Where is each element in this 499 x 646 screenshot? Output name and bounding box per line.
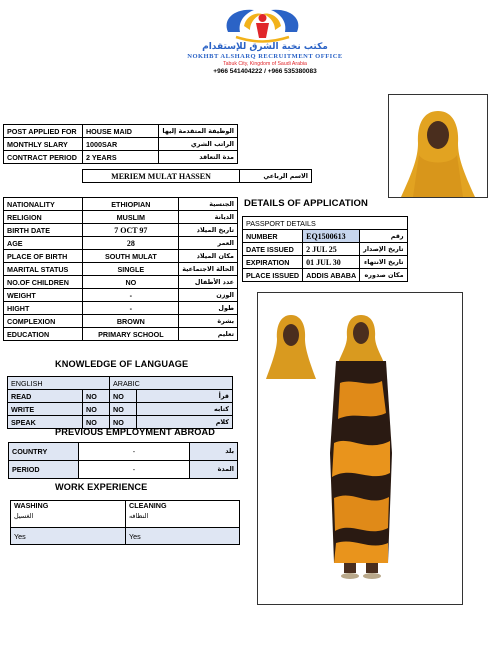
- period-label: PERIOD: [9, 461, 79, 479]
- post-applied-arabic: الوظيفة المتقدمة إليها: [159, 125, 238, 138]
- education-value: PRIMARY SCHOOL: [83, 328, 179, 341]
- contract-arabic: مدة التعاقد: [159, 151, 238, 164]
- religion-arabic: الديانة: [179, 211, 238, 224]
- birth-date-arabic: تاريخ الميلاد: [179, 224, 238, 237]
- work-heading: WORK EXPERIENCE: [55, 482, 148, 492]
- applicant-full-body-photo: [257, 292, 463, 605]
- table-row: [243, 256, 408, 269]
- speak-english-value: NO: [83, 416, 110, 429]
- arabic-column-header: ARABIC: [110, 377, 233, 390]
- table-row: [11, 501, 240, 528]
- applicant-portrait-photo: [388, 94, 488, 198]
- contract-label: CONTRACT PERIOD: [4, 151, 83, 164]
- washing-value: Yes: [11, 528, 126, 545]
- cleaning-label: CLEANING: [129, 501, 167, 510]
- height-value: -: [83, 302, 179, 315]
- table-row: [11, 528, 240, 545]
- employment-table: [8, 442, 238, 479]
- table-row: [4, 302, 238, 315]
- marital-status-label: MARITAL STATUS: [4, 263, 83, 276]
- table-row: [4, 263, 238, 276]
- write-arabic-value: NO: [110, 403, 137, 416]
- country-arabic: بلد: [190, 443, 238, 461]
- children-label: NO.OF CHILDREN: [4, 276, 83, 289]
- table-row: [4, 198, 238, 211]
- table-row: [4, 125, 238, 138]
- place-issued-value: ADDIS ABABA: [303, 269, 360, 282]
- weight-arabic: الوزن: [179, 289, 238, 302]
- table-row: [9, 461, 238, 479]
- name-table: [82, 169, 312, 183]
- height-label: HIGHT: [4, 302, 83, 315]
- employment-heading: PREVIOUS EMPLOYMENT ABROAD: [55, 427, 215, 437]
- table-row: [9, 443, 238, 461]
- salary-label: MONTHLY SLARY: [4, 138, 83, 151]
- expiration-value: 01 JUL 30: [303, 256, 360, 269]
- salary-value: 1000SAR: [82, 138, 158, 151]
- date-issued-label: DATE ISSUED: [243, 243, 303, 256]
- personal-details-table: [3, 197, 238, 341]
- country-value: -: [79, 443, 190, 461]
- full-name-arabic: الاسم الرباعي: [240, 170, 312, 183]
- language-table: [7, 376, 233, 429]
- children-arabic: عدد الأطفال: [179, 276, 238, 289]
- place-issued-label: PLACE ISSUED: [243, 269, 303, 282]
- table-row: [243, 243, 408, 256]
- country-label: COUNTRY: [9, 443, 79, 461]
- table-row: [4, 211, 238, 224]
- salary-arabic: الراتب الشري: [159, 138, 238, 151]
- passport-number-value: EQ1500613: [303, 230, 360, 243]
- date-issued-arabic: تاريخ الإصدار: [360, 243, 407, 256]
- height-arabic: طول: [179, 302, 238, 315]
- nationality-value: ETHIOPIAN: [83, 198, 179, 211]
- job-table: [3, 124, 238, 164]
- washing-label: WASHING: [14, 501, 49, 510]
- office-address: Tabuk City, Kingdom of Saudi Arabia: [223, 61, 307, 67]
- passport-table: [242, 216, 408, 282]
- read-arabic-label: قرأ: [137, 390, 233, 403]
- cleaning-header: [126, 501, 240, 528]
- weight-value: -: [83, 289, 179, 302]
- write-arabic-label: كتابه: [137, 403, 233, 416]
- cleaning-value: Yes: [126, 528, 240, 545]
- washing-header: [11, 501, 126, 528]
- table-row: [83, 170, 312, 183]
- english-column-header: ENGLISH: [8, 377, 110, 390]
- table-row: [4, 237, 238, 250]
- read-arabic-value: NO: [110, 390, 137, 403]
- read-label: READ: [8, 390, 83, 403]
- nationality-label: NATIONALITY: [4, 198, 83, 211]
- complexion-label: COMPLEXION: [4, 315, 83, 328]
- office-phones: +966 541404222 / +966 535380083: [213, 68, 317, 75]
- passport-title: PASSPORT DETAILS: [243, 217, 408, 230]
- table-row: [243, 217, 408, 230]
- table-row: [4, 328, 238, 341]
- birth-date-value: 7 OCT 97: [83, 224, 179, 237]
- religion-value: MUSLIM: [83, 211, 179, 224]
- write-english-value: NO: [83, 403, 110, 416]
- table-row: [4, 151, 238, 164]
- age-value: 28: [83, 237, 179, 250]
- table-row: [4, 138, 238, 151]
- passport-number-arabic: رقم: [360, 230, 407, 243]
- education-label: EDUCATION: [4, 328, 83, 341]
- marital-status-arabic: الحالة الاجتماعية: [179, 263, 238, 276]
- passport-number-label: NUMBER: [243, 230, 303, 243]
- details-heading: DETAILS OF APPLICATION: [244, 198, 368, 209]
- cleaning-arabic: النظافه: [129, 512, 149, 520]
- contract-value: 2 YEARS: [82, 151, 158, 164]
- language-heading: KNOWLEDGE OF LANGUAGE: [55, 359, 189, 369]
- office-name-arabic: مكتب نخبة الشرق للإستقدام: [202, 42, 328, 52]
- speak-label: SPEAK: [8, 416, 83, 429]
- write-label: WRITE: [8, 403, 83, 416]
- full-name-value: MERIEM MULAT HASSEN: [83, 170, 240, 183]
- table-row: [8, 403, 233, 416]
- place-of-birth-value: SOUTH MULAT: [83, 250, 179, 263]
- office-name-english: NOKHBT ALSHARQ RECRUITMENT OFFICE: [187, 53, 343, 60]
- children-value: NO: [83, 276, 179, 289]
- date-issued-value: 2 JUL 25: [303, 243, 360, 256]
- complexion-value: BROWN: [83, 315, 179, 328]
- work-experience-table: [10, 500, 240, 545]
- read-english-value: NO: [83, 390, 110, 403]
- table-row: [4, 315, 238, 328]
- washing-arabic: الغسيل: [14, 512, 34, 520]
- age-arabic: العمر: [179, 237, 238, 250]
- table-row: [4, 250, 238, 263]
- nationality-arabic: الجنسية: [179, 198, 238, 211]
- education-arabic: تعليم: [179, 328, 238, 341]
- speak-arabic-label: كلام: [137, 416, 233, 429]
- marital-status-value: SINGLE: [83, 263, 179, 276]
- birth-date-label: BIRTH DATE: [4, 224, 83, 237]
- full-body-image: [258, 293, 462, 604]
- table-row: [243, 230, 408, 243]
- table-row: [4, 224, 238, 237]
- period-value: -: [79, 461, 190, 479]
- age-label: AGE: [4, 237, 83, 250]
- place-of-birth-label: PLACE OF BIRTH: [4, 250, 83, 263]
- table-row: [8, 390, 233, 403]
- post-applied-value: HOUSE MAID: [82, 125, 158, 138]
- table-row: [4, 276, 238, 289]
- expiration-arabic: تاريخ الانتهاء: [360, 256, 407, 269]
- weight-label: WEIGHT: [4, 289, 83, 302]
- expiration-label: EXPIRATION: [243, 256, 303, 269]
- portrait-image: [389, 95, 487, 197]
- place-issued-arabic: مكان صدوره: [360, 269, 407, 282]
- table-row: [243, 269, 408, 282]
- religion-label: RELIGION: [4, 211, 83, 224]
- period-arabic: المدة: [190, 461, 238, 479]
- speak-arabic-value: NO: [110, 416, 137, 429]
- table-row: [4, 289, 238, 302]
- complexion-arabic: بشرة: [179, 315, 238, 328]
- inset-headshot: [265, 313, 318, 379]
- post-applied-label: POST APPLIED FOR: [4, 125, 83, 138]
- place-of-birth-arabic: مكان الميلاد: [179, 250, 238, 263]
- table-row: [8, 377, 233, 390]
